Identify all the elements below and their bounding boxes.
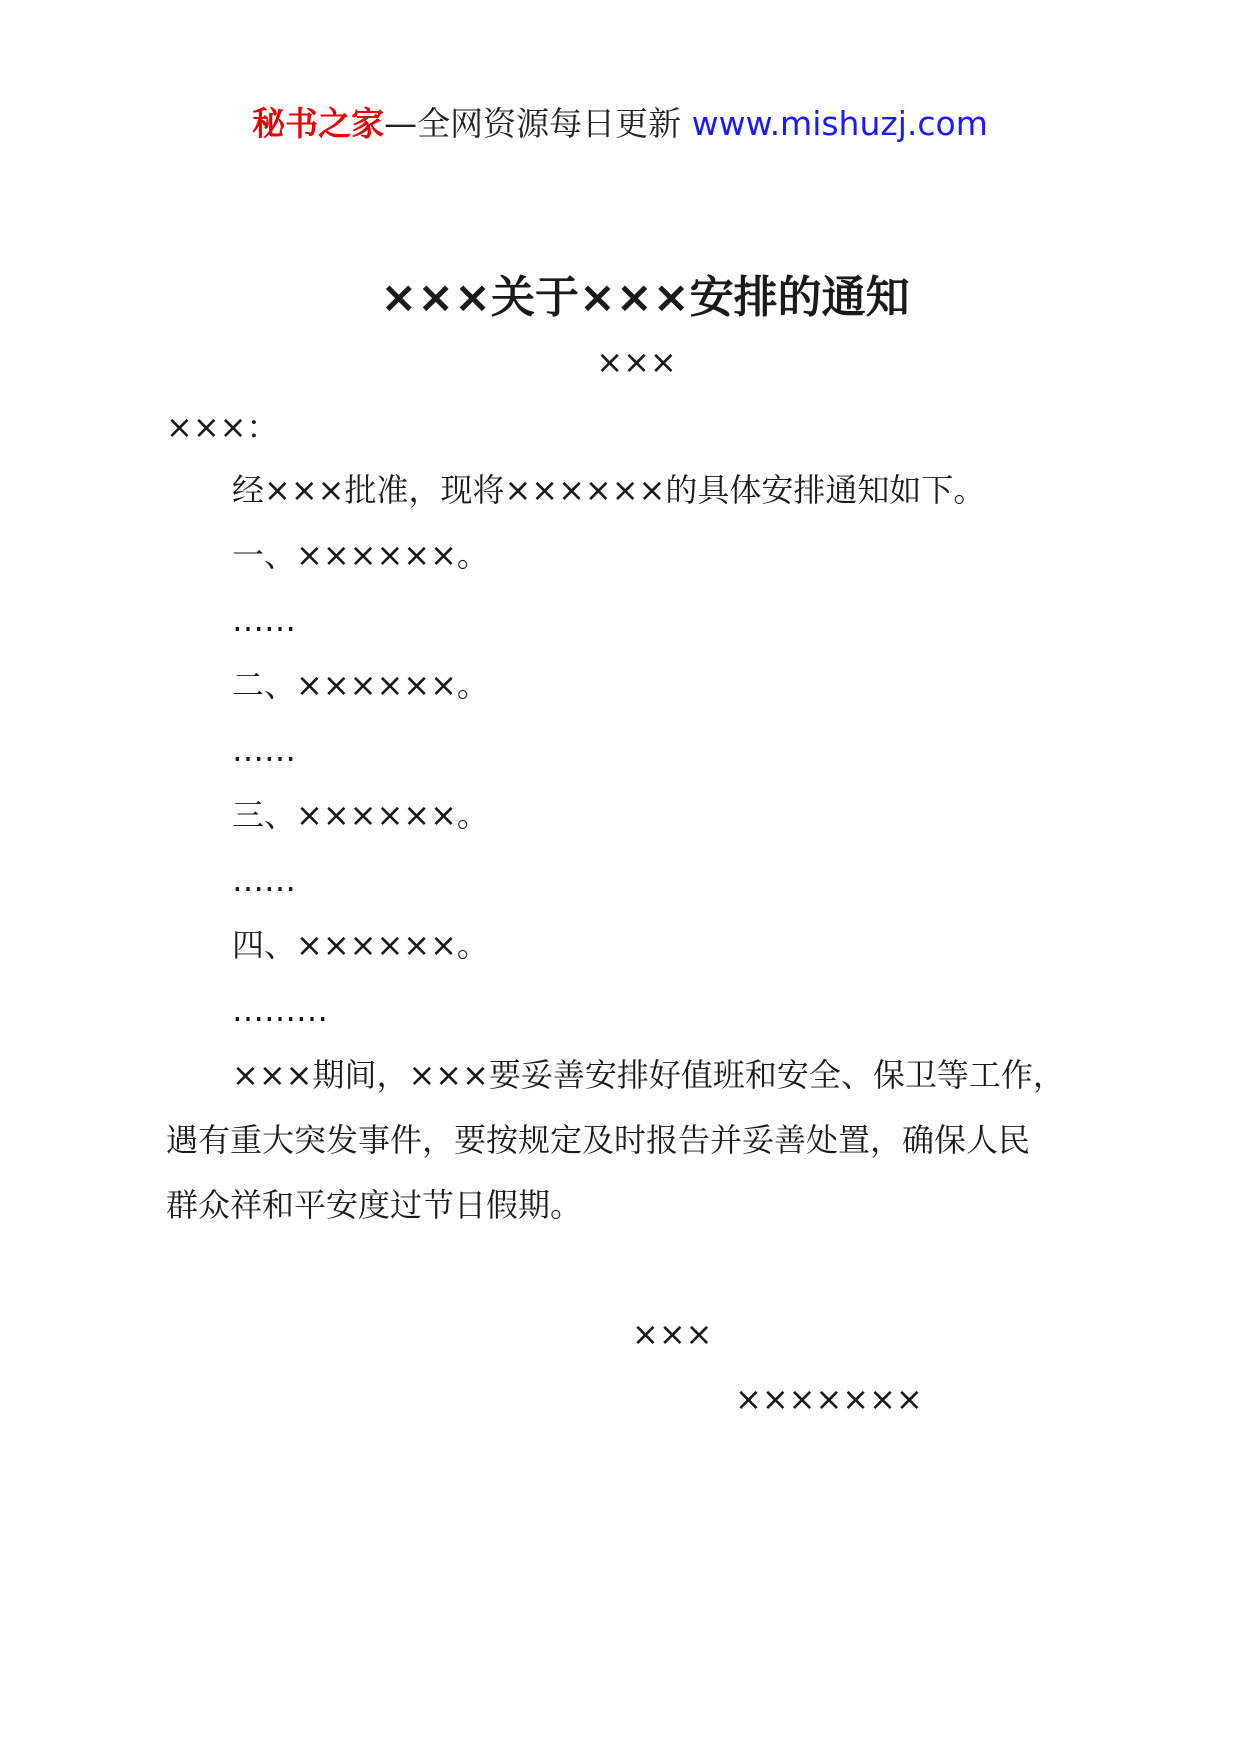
item-ellipsis-2: …… bbox=[232, 731, 296, 769]
document-issuer: ××× bbox=[596, 343, 677, 381]
signature: ××× bbox=[632, 1315, 713, 1353]
brand-name: 秘书之家 bbox=[252, 104, 385, 143]
item-heading-4: 四、××××××。 bbox=[232, 926, 489, 964]
item-heading-3: 三、××××××。 bbox=[232, 796, 489, 834]
site-header bbox=[0, 100, 1240, 148]
closing-paragraph-line-1: ×××期间，×××要妥善安排好值班和安全、保卫等工作， bbox=[232, 1056, 1065, 1094]
item-heading-2: 二、××××××。 bbox=[232, 666, 489, 704]
intro-paragraph: 经×××批准，现将××××××的具体安排通知如下。 bbox=[232, 471, 986, 509]
site-url[interactable]: www.mishuzj.com bbox=[691, 104, 988, 143]
item-heading-1: 一、××××××。 bbox=[232, 536, 489, 574]
item-ellipsis-1: …… bbox=[232, 601, 296, 639]
salutation: ×××： bbox=[166, 408, 279, 446]
document-date: ××××××× bbox=[735, 1380, 923, 1418]
item-ellipsis-4: ……… bbox=[232, 991, 328, 1029]
closing-paragraph-line-3: 群众祥和平安度过节日假期。 bbox=[166, 1186, 583, 1224]
closing-paragraph-line-2: 遇有重大突发事件，要按规定及时报告并妥善处置，确保人民 bbox=[166, 1121, 1031, 1159]
site-slogan: —全网资源每日更新 bbox=[384, 104, 692, 143]
document-title: ×××关于×××安排的通知 bbox=[380, 272, 910, 323]
item-ellipsis-3: …… bbox=[232, 861, 296, 899]
